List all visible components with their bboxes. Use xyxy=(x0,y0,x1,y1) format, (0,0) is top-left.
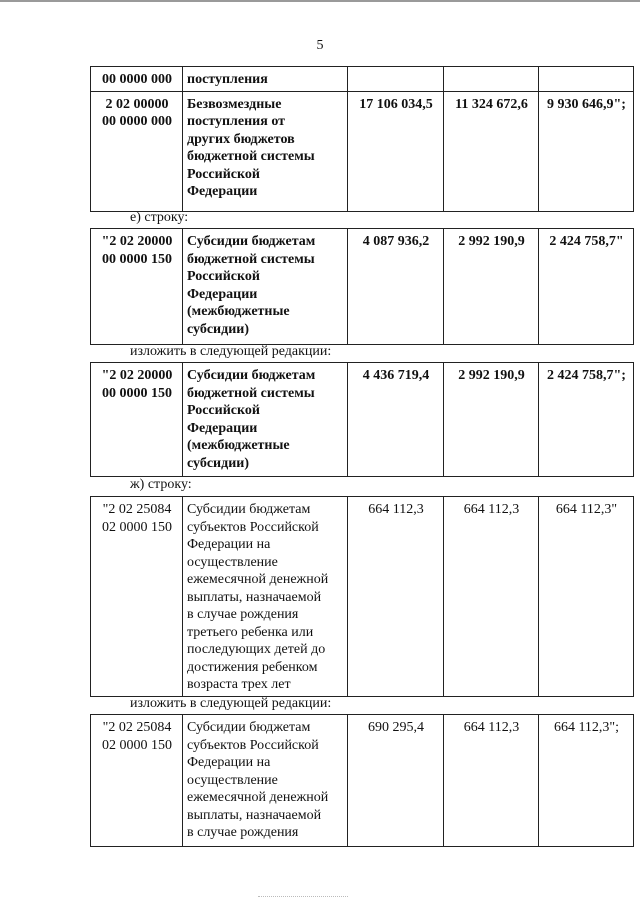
description-cell: Субсидии бюджетам бюджетной системы Российской Федерации (межбюджетные субсидии) xyxy=(183,229,348,345)
instruction-line: изложить в следующей редакции: xyxy=(130,344,332,359)
description-cell: Субсидии бюджетам бюджетной системы Российской Федерации (межбюджетные субсидии) xyxy=(183,363,348,477)
amount-cell-1: 690 295,4 xyxy=(348,715,444,847)
budget-table-2 xyxy=(90,228,634,345)
amount-cell-3 xyxy=(539,67,634,92)
instruction-line: е) строку: xyxy=(130,210,189,225)
amount-cell-1: 4 436 719,4 xyxy=(348,363,444,477)
code-cell: "2 02 25084 02 0000 150 xyxy=(91,497,183,697)
amount-cell-3: 9 930 646,9"; xyxy=(539,91,634,211)
amount-cell-2: 664 112,3 xyxy=(444,497,539,697)
budget-table-3 xyxy=(90,362,634,477)
amount-cell-2 xyxy=(444,67,539,92)
code-cell: "2 02 25084 02 0000 150 xyxy=(91,715,183,847)
description-cell: Субсидии бюджетам субъектов Российской Федерации на осуществление ежемесячной денежной выплаты, назначаемой в случае рождения xyxy=(183,715,348,847)
budget-table-1 xyxy=(90,66,634,212)
amount-cell-1: 664 112,3 xyxy=(348,497,444,697)
instruction-line: ж) строку: xyxy=(130,477,192,492)
description-cell: Безвозмездные поступления от других бюджетов бюджетной системы Российской Федерации xyxy=(183,91,348,211)
amount-cell-2: 2 992 190,9 xyxy=(444,363,539,477)
amount-cell-3: 664 112,3"; xyxy=(539,715,634,847)
page-number: 5 xyxy=(316,38,324,53)
table-row xyxy=(91,91,634,211)
table-row xyxy=(91,715,634,847)
amount-cell-2: 664 112,3 xyxy=(444,715,539,847)
amount-cell-3: 2 424 758,7"; xyxy=(539,363,634,477)
code-cell: 00 0000 000 xyxy=(91,67,183,92)
table-row xyxy=(91,497,634,697)
table-row xyxy=(91,67,634,92)
amount-cell-1: 17 106 034,5 xyxy=(348,91,444,211)
amount-cell-1: 4 087 936,2 xyxy=(348,229,444,345)
code-cell: "2 02 20000 00 0000 150 xyxy=(91,229,183,345)
table-row xyxy=(91,229,634,345)
budget-table-4 xyxy=(90,496,634,697)
scan-artifact xyxy=(258,896,348,898)
description-cell: Субсидии бюджетам субъектов Российской Федерации на осуществление ежемесячной денежной выплаты, назначаемой в случае рождения третьего ребенка или последующих детей до достижения ребенком возраста трех лет xyxy=(183,497,348,697)
code-cell: 2 02 00000 00 0000 000 xyxy=(91,91,183,211)
amount-cell-3: 664 112,3" xyxy=(539,497,634,697)
amount-cell-1 xyxy=(348,67,444,92)
scan-edge xyxy=(0,0,640,2)
code-cell: "2 02 20000 00 0000 150 xyxy=(91,363,183,477)
amount-cell-2: 2 992 190,9 xyxy=(444,229,539,345)
amount-cell-2: 11 324 672,6 xyxy=(444,91,539,211)
budget-table-5 xyxy=(90,714,634,847)
table-row xyxy=(91,363,634,477)
instruction-line: изложить в следующей редакции: xyxy=(130,696,332,711)
description-cell: поступления xyxy=(183,67,348,92)
amount-cell-3: 2 424 758,7" xyxy=(539,229,634,345)
